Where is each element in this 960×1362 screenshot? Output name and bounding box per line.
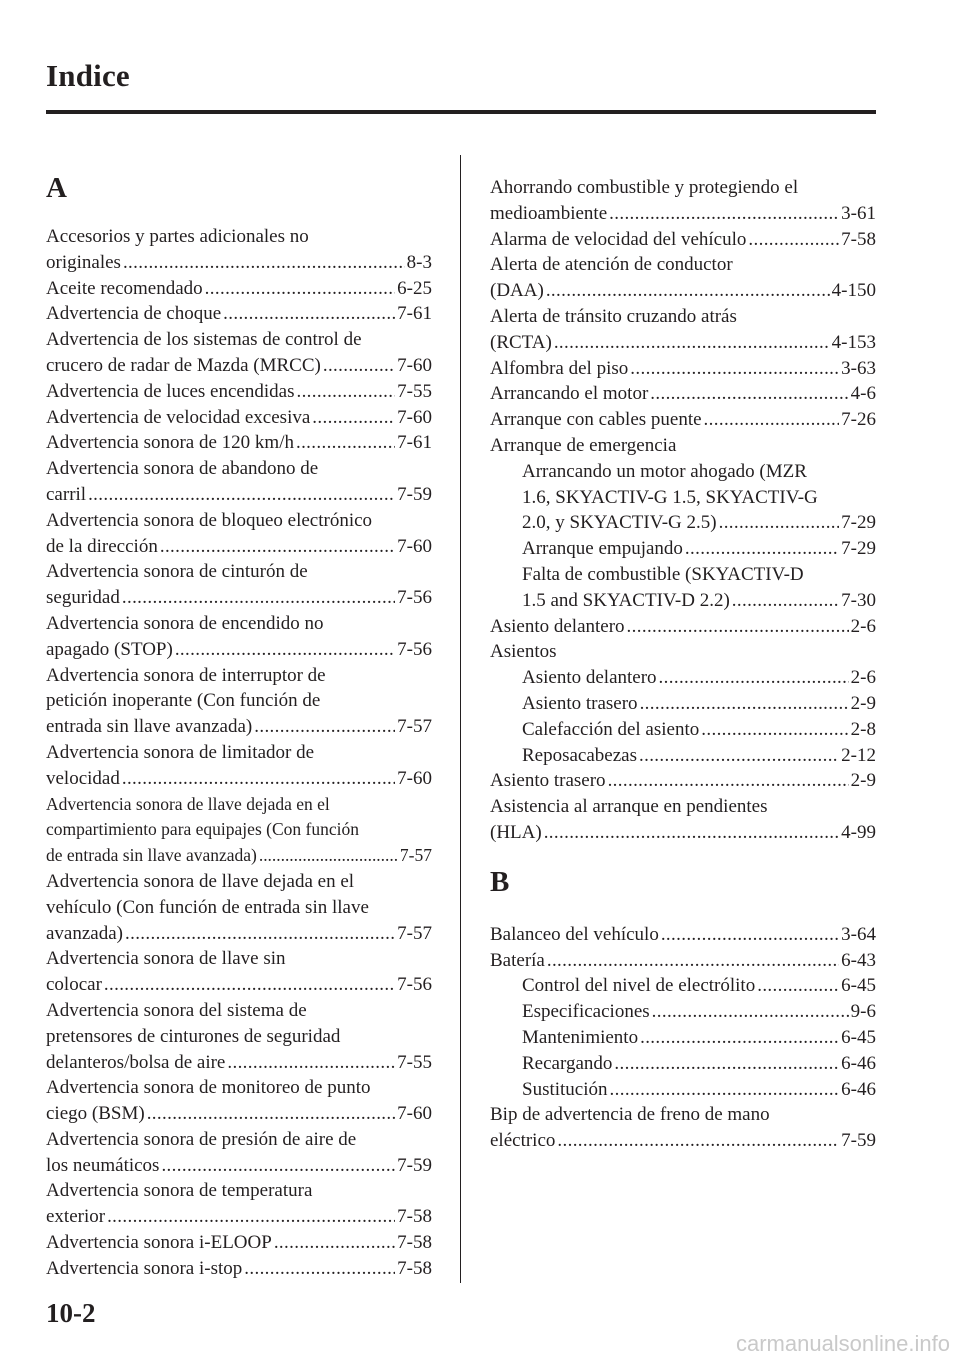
index-entry-page: 6-25 — [397, 277, 432, 299]
index-entry-page: 7-61 — [397, 432, 432, 454]
index-entry-text: Advertencia de los sistemas de control de — [46, 329, 362, 351]
dot-leader — [627, 614, 849, 640]
dot-leader — [685, 536, 839, 562]
index-entry-page: 3-63 — [841, 357, 876, 379]
index-entry — [490, 175, 876, 227]
index-entry-page: 9-6 — [850, 1001, 876, 1023]
index-entry-text: seguridad — [46, 587, 120, 609]
dot-leader — [547, 948, 839, 974]
index-entry-page: 7-58 — [397, 1257, 432, 1279]
dot-leader — [223, 301, 395, 327]
index-entry-page: 7-60 — [397, 1103, 432, 1125]
index-entry-text: Accesorios y partes adicionales no — [46, 226, 309, 247]
index-entry-text: Advertencia sonora de monitoreo de punto — [46, 1077, 371, 1099]
index-entry-text: petición inoperante (Con función de — [46, 690, 321, 712]
index-entry-page: 7-29 — [841, 538, 876, 560]
section-letter-a: A — [46, 172, 67, 204]
index-entry — [46, 1256, 432, 1282]
index-entry-text: Advertencia sonora de temperatura — [46, 1180, 313, 1202]
index-entry-text: Alerta de atención de conductor — [490, 254, 733, 276]
header-rule — [46, 110, 876, 114]
index-entry — [490, 407, 876, 433]
index-entry — [490, 356, 876, 382]
dot-leader — [244, 1256, 395, 1282]
index-entry-text: apagado (STOP) — [46, 638, 173, 660]
index-entry-page: 7-60 — [397, 354, 432, 376]
dot-leader — [123, 250, 405, 276]
index-entry-text: Recargando — [522, 1052, 613, 1074]
index-entry-text: originales — [46, 251, 121, 273]
dot-leader — [147, 1101, 395, 1127]
dot-leader — [296, 379, 395, 405]
dot-leader — [659, 665, 849, 691]
dot-leader — [227, 1050, 395, 1076]
index-entry-page: 7-56 — [397, 974, 432, 996]
index-entry-text: Advertencia sonora de llave dejada en el — [46, 793, 330, 814]
index-entry-page: 2-12 — [841, 744, 876, 766]
index-entry — [490, 743, 876, 769]
index-entry — [46, 276, 432, 302]
index-entry-page: 7-59 — [397, 483, 432, 505]
dot-leader — [704, 407, 840, 433]
index-entry — [490, 433, 876, 459]
index-entry — [490, 614, 876, 640]
dot-leader — [614, 1051, 839, 1077]
dot-leader — [312, 405, 395, 431]
index-entry — [490, 459, 876, 536]
index-entry — [46, 301, 432, 327]
dot-leader — [254, 714, 395, 740]
index-entry-text: Advertencia sonora de cinturón de — [46, 561, 308, 583]
index-entry-text: Alfombra del piso — [490, 357, 629, 379]
index-entry — [46, 663, 432, 740]
index-entry — [490, 1102, 876, 1154]
index-entry — [490, 948, 876, 974]
index-entry-text: Alerta de tránsito cruzando atrás — [490, 305, 737, 327]
dot-leader — [757, 973, 839, 999]
index-column-left — [46, 224, 432, 1282]
index-entry-text: Advertencia sonora de llave dejada en el — [46, 870, 355, 892]
index-entry-page: 6-46 — [841, 1052, 876, 1074]
index-entry-text: Advertencia sonora de bloqueo electrónico — [46, 509, 373, 531]
index-entry-text: Advertencia de velocidad excesiva — [46, 406, 311, 428]
dot-leader — [160, 534, 395, 560]
index-entry-text: Advertencia sonora de abandono de — [46, 458, 319, 480]
index-entry-text: Falta de combustible (SKYACTIV-D — [522, 563, 804, 585]
index-entry — [490, 639, 876, 665]
index-entry-text: medioambiente — [490, 202, 608, 224]
index-entry-text: Asiento delantero — [522, 667, 657, 689]
index-entry-page: 2-9 — [850, 770, 876, 792]
index-entry-text: pretensores de cinturones de seguridad — [46, 1025, 341, 1047]
index-entry-page: 6-43 — [841, 949, 876, 971]
index-entry-text: Advertencia sonora de encendido no — [46, 612, 324, 634]
index-entry — [46, 1075, 432, 1127]
index-entry-page: 7-29 — [841, 512, 876, 534]
dot-leader — [748, 227, 839, 253]
index-entry — [46, 869, 432, 946]
index-entry-text: exterior — [46, 1206, 106, 1228]
index-entry-text: Control del nivel de electrólito — [522, 975, 756, 997]
index-group-a-continued — [490, 175, 876, 846]
index-entry-page: 7-58 — [841, 228, 876, 250]
index-entry-text: entrada sin llave avanzada) — [46, 716, 253, 738]
index-entry-text: Arranque con cables puente — [490, 409, 702, 431]
index-entry-text: crucero de radar de Mazda (MRCC) — [46, 354, 321, 376]
index-entry — [490, 1077, 876, 1103]
index-entry-text: Arrancando el motor — [490, 383, 649, 405]
index-entry-text: de la dirección — [46, 535, 158, 557]
index-entry — [46, 1178, 432, 1230]
index-entry-text: eléctrico — [490, 1130, 556, 1152]
index-entry-text: vehículo (Con función de entrada sin llave — [46, 896, 369, 918]
dot-leader — [544, 820, 839, 846]
dot-leader — [107, 1204, 395, 1230]
index-entry — [46, 430, 432, 456]
index-entry — [490, 999, 876, 1025]
index-entry — [46, 946, 432, 998]
index-entry-text: 1.5 and SKYACTIV-D 2.2) — [522, 589, 730, 611]
index-entry — [490, 1025, 876, 1051]
index-entry-text: compartimiento para equipajes (Con función — [46, 819, 359, 840]
index-entry-text: Asiento trasero — [490, 770, 606, 792]
index-entry-text: Advertencia sonora de interruptor de — [46, 664, 326, 686]
index-entry-page: 2-8 — [850, 718, 876, 740]
index-entry-text: Calefacción del asiento — [522, 718, 700, 740]
index-entry-page: 7-59 — [841, 1130, 876, 1152]
index-entry-page: 2-9 — [850, 692, 876, 714]
index-entry — [46, 224, 432, 276]
index-entry-text: avanzada) — [46, 922, 123, 944]
index-entry — [46, 1127, 432, 1179]
dot-leader — [122, 585, 395, 611]
index-column-right — [490, 175, 876, 1154]
dot-leader — [125, 921, 395, 947]
dot-leader — [719, 510, 840, 536]
index-entry-text: Arrancando un motor ahogado (MZR — [522, 460, 807, 482]
index-entry-page: 4-150 — [831, 280, 876, 302]
index-entry-page: 7-60 — [397, 406, 432, 428]
index-entry-text: carril — [46, 483, 87, 505]
index-entry — [490, 973, 876, 999]
index-entry-page: 8-3 — [406, 251, 432, 273]
index-entry-text: Ahorrando combustible y protegiendo el — [490, 177, 799, 198]
index-entry — [490, 227, 876, 253]
index-entry — [490, 717, 876, 743]
dot-leader — [640, 691, 849, 717]
dot-leader — [175, 637, 395, 663]
index-entry — [46, 508, 432, 560]
dot-leader — [609, 201, 839, 227]
index-entry — [490, 252, 876, 304]
index-entry-text: Asiento trasero — [522, 692, 638, 714]
index-entry-page: 7-57 — [399, 845, 432, 866]
index-entry — [490, 381, 876, 407]
dot-leader — [122, 766, 395, 792]
index-entry-text: Advertencia sonora i-stop — [46, 1257, 243, 1279]
index-entry-text: Asientos — [490, 641, 557, 663]
index-entry — [46, 327, 432, 379]
index-entry-text: Advertencia sonora de 120 km/h — [46, 432, 294, 454]
index-entry-page: 7-60 — [397, 767, 432, 789]
dot-leader — [557, 1128, 839, 1154]
dot-leader — [104, 972, 395, 998]
index-entry-text: colocar — [46, 974, 102, 996]
index-entry-text: Especificaciones — [522, 1001, 650, 1023]
index-entry — [46, 405, 432, 431]
index-entry-text: Arranque de emergencia — [490, 434, 677, 456]
index-entry-page: 7-55 — [397, 1051, 432, 1073]
index-entry-text: Advertencia sonora de presión de aire de — [46, 1128, 357, 1150]
index-entry-text: Advertencia sonora de limitador de — [46, 741, 315, 763]
index-entry-page: 4-99 — [841, 821, 876, 843]
index-entry — [490, 922, 876, 948]
index-entry — [490, 665, 876, 691]
dot-leader — [554, 330, 830, 356]
section-letter-b: B — [490, 865, 510, 898]
index-entry — [490, 1051, 876, 1077]
dot-leader — [630, 356, 839, 382]
index-entry-text: de entrada sin llave avanzada) — [46, 845, 257, 866]
index-entry-text: Arranque empujando — [522, 538, 683, 560]
index-entry-text: (HLA) — [490, 821, 542, 843]
index-entry-page: 7-55 — [397, 380, 432, 402]
index-entry — [46, 998, 432, 1075]
index-entry-page: 2-6 — [850, 667, 876, 689]
index-entry-text: (DAA) — [490, 280, 544, 302]
index-entry-page: 6-46 — [841, 1078, 876, 1100]
dot-leader — [161, 1153, 395, 1179]
index-entry-page: 7-56 — [397, 587, 432, 609]
index-entry-text: Sustitución — [522, 1078, 608, 1100]
index-entry-text: 2.0, y SKYACTIV-G 2.5) — [522, 512, 717, 534]
dot-leader — [701, 717, 848, 743]
index-entry — [46, 559, 432, 611]
index-entry-text: Batería — [490, 949, 545, 971]
index-entry-page: 7-57 — [397, 716, 432, 738]
index-entry-text: Advertencia sonora de llave sin — [46, 948, 286, 970]
index-entry — [46, 611, 432, 663]
index-entry-page: 3-61 — [841, 202, 876, 224]
index-entry-text: Advertencia de luces encendidas — [46, 380, 295, 402]
dot-leader — [610, 1077, 840, 1103]
index-entry — [490, 768, 876, 794]
dot-leader — [274, 1230, 395, 1256]
index-entry-page: 7-58 — [397, 1206, 432, 1228]
index-entry-text: velocidad — [46, 767, 120, 789]
index-entry — [46, 379, 432, 405]
index-entry-text: ciego (BSM) — [46, 1103, 145, 1125]
index-entry-text: Asiento delantero — [490, 615, 625, 637]
dot-leader — [652, 999, 849, 1025]
index-entry-page: 7-58 — [397, 1232, 432, 1254]
index-entry-page: 6-45 — [841, 975, 876, 997]
index-entry-page: 4-153 — [831, 331, 876, 353]
index-entry-page: 3-64 — [841, 923, 876, 945]
index-entry-page: 7-61 — [397, 303, 432, 325]
index-entry — [490, 691, 876, 717]
index-entry-text: Balanceo del vehículo — [490, 923, 659, 945]
index-entry-text: Bip de advertencia de freno de mano — [490, 1104, 770, 1126]
index-group-b — [490, 922, 876, 1154]
index-entry-text: Alarma de velocidad del vehículo — [490, 228, 747, 250]
dot-leader — [650, 381, 848, 407]
index-entry-page: 6-45 — [841, 1026, 876, 1048]
index-entry-text: Reposacabezas — [522, 744, 637, 766]
dot-leader — [639, 743, 839, 769]
index-entry-text: 1.6, SKYACTIV-G 1.5, SKYACTIV-G — [522, 486, 818, 508]
index-entry-page: 7-26 — [841, 409, 876, 431]
dot-leader — [323, 353, 395, 379]
watermark: carmanualsonline.info — [735, 1331, 950, 1356]
dot-leader — [296, 430, 395, 456]
index-entry-text: Mantenimiento — [522, 1026, 639, 1048]
index-entry-page: 7-59 — [397, 1154, 432, 1176]
dot-leader — [259, 843, 398, 869]
dot-leader — [205, 276, 396, 302]
page-title: Indice — [46, 58, 130, 93]
page-number: 10-2 — [46, 1298, 96, 1328]
index-entry-page: 4-6 — [850, 383, 876, 405]
index-entry-text: Asistencia al arranque en pendientes — [490, 796, 768, 818]
index-entry-text: Advertencia sonora del sistema de — [46, 999, 307, 1021]
index-entry — [46, 1230, 432, 1256]
index-entry — [490, 794, 876, 846]
index-entry — [46, 740, 432, 792]
index-entry-page: 2-6 — [850, 615, 876, 637]
index-entry-text: (RCTA) — [490, 331, 552, 353]
dot-leader — [732, 588, 839, 614]
column-divider — [460, 155, 461, 1283]
dot-leader — [608, 768, 849, 794]
dot-leader — [88, 482, 395, 508]
index-entry-page: 7-57 — [397, 922, 432, 944]
index-entry-text: Advertencia de choque — [46, 303, 222, 325]
dot-leader — [640, 1025, 839, 1051]
index-entry-text: delanteros/bolsa de aire — [46, 1051, 226, 1073]
index-entry — [490, 536, 876, 562]
dot-leader — [661, 922, 839, 948]
index-entry — [46, 792, 432, 869]
index-entry-text: los neumáticos — [46, 1154, 160, 1176]
index-entry-text: Aceite recomendado — [46, 277, 203, 299]
dot-leader — [546, 278, 830, 304]
index-entry-page: 7-60 — [397, 535, 432, 557]
index-entry-page: 7-30 — [841, 589, 876, 611]
index-entry-text: Advertencia sonora i-ELOOP — [46, 1232, 272, 1254]
index-entry — [490, 304, 876, 356]
index-entry-page: 7-56 — [397, 638, 432, 660]
index-entry — [490, 562, 876, 614]
index-entry — [46, 456, 432, 508]
